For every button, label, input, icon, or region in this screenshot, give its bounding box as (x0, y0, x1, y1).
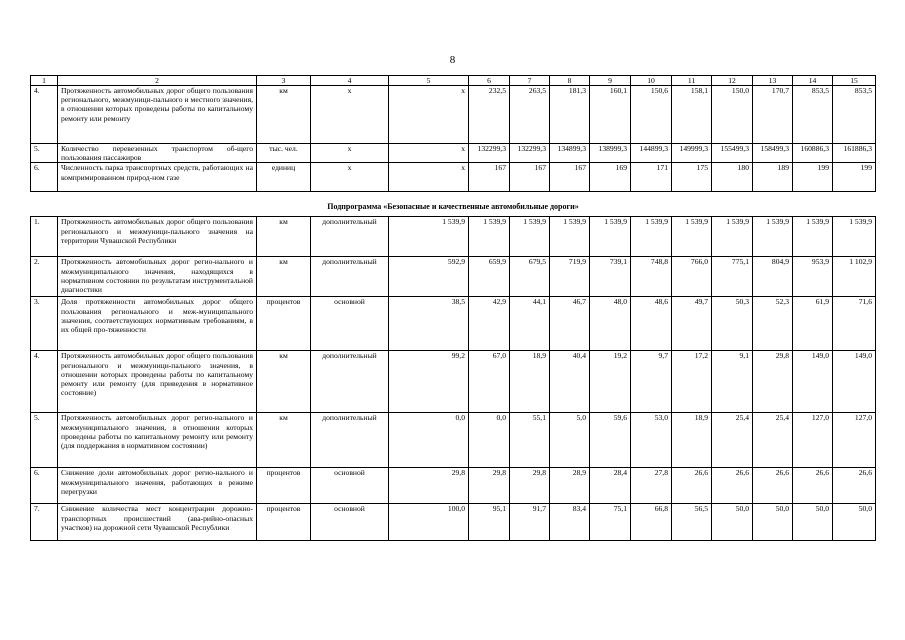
year-value: 50,0 (712, 504, 753, 541)
year-value: 1 539,9 (753, 217, 793, 257)
indicator-type: х (311, 86, 389, 144)
table-row (31, 163, 876, 192)
year-value: 61,9 (793, 297, 833, 351)
year-value: 1 539,9 (672, 217, 712, 257)
year-value: 853,5 (793, 86, 833, 144)
indicator-type: дополнительный (311, 217, 389, 257)
base-value: х (389, 144, 469, 163)
table-row (31, 413, 876, 468)
year-value: 18,9 (510, 351, 550, 413)
base-value: 99,2 (389, 351, 469, 413)
year-value: 75,1 (590, 504, 631, 541)
year-value: 0,0 (469, 413, 510, 468)
row-number: 4. (31, 351, 58, 413)
table-row (31, 504, 876, 541)
year-value: 1 539,9 (793, 217, 833, 257)
table-row (31, 217, 876, 257)
year-value: 25,4 (753, 413, 793, 468)
year-value: 66,8 (631, 504, 672, 541)
year-value: 158499,3 (753, 144, 793, 163)
year-value: 171 (631, 163, 672, 192)
year-value: 167 (510, 163, 550, 192)
year-value: 1 539,9 (550, 217, 590, 257)
year-value: 127,0 (793, 413, 833, 468)
year-value: 91,7 (510, 504, 550, 541)
base-value: 29,8 (389, 468, 469, 504)
row-number: 6. (31, 163, 58, 192)
unit-cell: процентов (257, 297, 311, 351)
year-value: 1 539,9 (510, 217, 550, 257)
year-value: 181,3 (550, 86, 590, 144)
year-value: 161886,3 (833, 144, 876, 163)
unit-cell: км (257, 351, 311, 413)
row-number: 5. (31, 413, 58, 468)
year-value: 132299,3 (510, 144, 550, 163)
indicator-name: Доля протяженности автомобильных дорог общего пользования регионального и меж-муниципального значения, соответствующих нормативным требованиям, в их общей про-тяженности (58, 297, 257, 351)
year-value: 144899,3 (631, 144, 672, 163)
column-number-header: 12 (712, 76, 753, 86)
indicator-type: основной (311, 297, 389, 351)
year-value: 766,0 (672, 257, 712, 297)
year-value: 71,6 (833, 297, 876, 351)
year-value: 169 (590, 163, 631, 192)
year-value: 158,1 (672, 86, 712, 144)
year-value: 263,5 (510, 86, 550, 144)
year-value: 150,6 (631, 86, 672, 144)
year-value: 199 (793, 163, 833, 192)
year-value: 50,0 (753, 504, 793, 541)
year-value: 28,9 (550, 468, 590, 504)
column-number-header: 1 (31, 76, 58, 86)
year-value: 167 (469, 163, 510, 192)
year-value: 149999,3 (672, 144, 712, 163)
indicator-name: Снижение доли автомобильных дорог регио-нального и межмуниципального значения, работающих в режиме перегрузки (58, 468, 257, 504)
year-value: 180 (712, 163, 753, 192)
base-value: х (389, 86, 469, 144)
indicator-name: Количество перевезенных транспортом об-щего пользования пассажиров (58, 144, 257, 163)
year-value: 83,4 (550, 504, 590, 541)
table-row (31, 297, 876, 351)
row-number: 4. (31, 86, 58, 144)
year-value: 149,0 (833, 351, 876, 413)
column-number-header: 6 (469, 76, 510, 86)
row-number: 6. (31, 468, 58, 504)
year-value: 1 539,9 (469, 217, 510, 257)
year-value: 26,6 (833, 468, 876, 504)
table-row (31, 86, 876, 144)
year-value: 56,5 (672, 504, 712, 541)
indicator-name: Снижение количества мест концентрации дорожно-транспортных происшествий (ава-рийно-опасных участков) на дорожной сети Чувашской Республики (58, 504, 257, 541)
indicator-type: х (311, 144, 389, 163)
year-value: 659,9 (469, 257, 510, 297)
year-value: 160886,3 (793, 144, 833, 163)
indicator-type: основной (311, 468, 389, 504)
unit-cell: км (257, 217, 311, 257)
year-value: 232,5 (469, 86, 510, 144)
unit-cell: тыс. чел. (257, 144, 311, 163)
year-value: 40,4 (550, 351, 590, 413)
unit-cell: км (257, 257, 311, 297)
year-value: 26,6 (793, 468, 833, 504)
year-value: 95,1 (469, 504, 510, 541)
year-value: 9,7 (631, 351, 672, 413)
indicator-name: Протяженность автомобильных дорог регио-нального и межмуниципального значения, в отношении которых проведены работы по капитальному ремонту или ремонту (для поддержания в нормативном состоянии) (58, 413, 257, 468)
year-value: 1 539,9 (833, 217, 876, 257)
base-value: х (389, 163, 469, 192)
row-number: 3. (31, 297, 58, 351)
indicator-name: Численность парка транспортных средств, работающих на компримированном природ-ном газе (58, 163, 257, 192)
year-value: 804,9 (753, 257, 793, 297)
year-value: 189 (753, 163, 793, 192)
year-value: 679,5 (510, 257, 550, 297)
column-number-header: 11 (672, 76, 712, 86)
row-number: 2. (31, 257, 58, 297)
unit-cell: единиц (257, 163, 311, 192)
column-number-header: 4 (311, 76, 389, 86)
year-value: 199 (833, 163, 876, 192)
year-value: 59,6 (590, 413, 631, 468)
year-value: 150,0 (712, 86, 753, 144)
year-value: 18,9 (672, 413, 712, 468)
row-number: 5. (31, 144, 58, 163)
column-number-header: 13 (753, 76, 793, 86)
page-number: 8 (449, 54, 456, 66)
year-value: 1 539,9 (631, 217, 672, 257)
column-number-header: 5 (389, 76, 469, 86)
year-value: 29,8 (753, 351, 793, 413)
year-value: 29,8 (469, 468, 510, 504)
subprogram-title: Подпрограмма «Безопасные и качественные автомобильные дороги» (327, 202, 579, 212)
column-number-header: 14 (793, 76, 833, 86)
year-value: 25,4 (712, 413, 753, 468)
year-value: 748,8 (631, 257, 672, 297)
row-number: 1. (31, 217, 58, 257)
column-number-header: 8 (550, 76, 590, 86)
year-value: 19,2 (590, 351, 631, 413)
year-value: 26,6 (712, 468, 753, 504)
indicator-name: Протяженность автомобильных дорог общего пользования регионального, межмуници-пального и местного значения, в отношении которых проведены работы по капитальному ремонту или ремонту (58, 86, 257, 144)
year-value: 775,1 (712, 257, 753, 297)
year-value: 29,8 (510, 468, 550, 504)
year-value: 853,5 (833, 86, 876, 144)
year-value: 739,1 (590, 257, 631, 297)
year-value: 132299,3 (469, 144, 510, 163)
year-value: 50,3 (712, 297, 753, 351)
year-value: 149,0 (793, 351, 833, 413)
year-value: 5,0 (550, 413, 590, 468)
year-value: 28,4 (590, 468, 631, 504)
table-row (31, 144, 876, 163)
year-value: 167 (550, 163, 590, 192)
indicator-type: основной (311, 504, 389, 541)
unit-cell: процентов (257, 504, 311, 541)
unit-cell: км (257, 86, 311, 144)
year-value: 175 (672, 163, 712, 192)
year-value: 27,8 (631, 468, 672, 504)
indicator-name: Протяженность автомобильных дорог регио-нального и межмуниципального значения, находящихся в нормативном состоянии по результатам инструментальной диагностики (58, 257, 257, 297)
year-value: 1 102,9 (833, 257, 876, 297)
year-value: 26,6 (753, 468, 793, 504)
year-value: 44,1 (510, 297, 550, 351)
indicator-type: х (311, 163, 389, 192)
indicator-name: Протяженность автомобильных дорог общего пользования регионального и межмуници-пального значения, в отношении которых проведены работы по капитальному ремонту или ремонту (для приведения в нормативное состояние) (58, 351, 257, 413)
year-value: 1 539,9 (712, 217, 753, 257)
column-number-header: 15 (833, 76, 876, 86)
unit-cell: процентов (257, 468, 311, 504)
year-value: 53,0 (631, 413, 672, 468)
indicator-name: Протяженность автомобильных дорог общего пользования регионального и межмуници-пального значения на территории Чувашской Республики (58, 217, 257, 257)
column-number-header: 3 (257, 76, 311, 86)
indicators-table (30, 75, 876, 541)
row-number: 7. (31, 504, 58, 541)
subprogram-row (31, 197, 876, 217)
year-value: 67,0 (469, 351, 510, 413)
indicator-type: дополнительный (311, 351, 389, 413)
year-value: 50,0 (793, 504, 833, 541)
year-value: 170,7 (753, 86, 793, 144)
indicator-type: дополнительный (311, 257, 389, 297)
year-value: 46,7 (550, 297, 590, 351)
year-value: 138999,3 (590, 144, 631, 163)
year-value: 17,2 (672, 351, 712, 413)
base-value: 1 539,9 (389, 217, 469, 257)
unit-cell: км (257, 413, 311, 468)
year-value: 48,0 (590, 297, 631, 351)
year-value: 50,0 (833, 504, 876, 541)
indicator-type: дополнительный (311, 413, 389, 468)
base-value: 0,0 (389, 413, 469, 468)
year-value: 953,9 (793, 257, 833, 297)
year-value: 1 539,9 (590, 217, 631, 257)
year-value: 9,1 (712, 351, 753, 413)
year-value: 26,6 (672, 468, 712, 504)
base-value: 38,5 (389, 297, 469, 351)
year-value: 719,9 (550, 257, 590, 297)
year-value: 127,0 (833, 413, 876, 468)
column-number-header: 2 (58, 76, 257, 86)
year-value: 134899,3 (550, 144, 590, 163)
year-value: 160,1 (590, 86, 631, 144)
year-value: 52,3 (753, 297, 793, 351)
table-row (31, 257, 876, 297)
year-value: 155499,3 (712, 144, 753, 163)
base-value: 100,0 (389, 504, 469, 541)
column-number-header: 7 (510, 76, 550, 86)
year-value: 42,9 (469, 297, 510, 351)
year-value: 49,7 (672, 297, 712, 351)
table-row (31, 468, 876, 504)
base-value: 592,9 (389, 257, 469, 297)
table-row (31, 351, 876, 413)
header-row (31, 76, 876, 86)
year-value: 55,1 (510, 413, 550, 468)
year-value: 48,6 (631, 297, 672, 351)
column-number-header: 10 (631, 76, 672, 86)
column-number-header: 9 (590, 76, 631, 86)
